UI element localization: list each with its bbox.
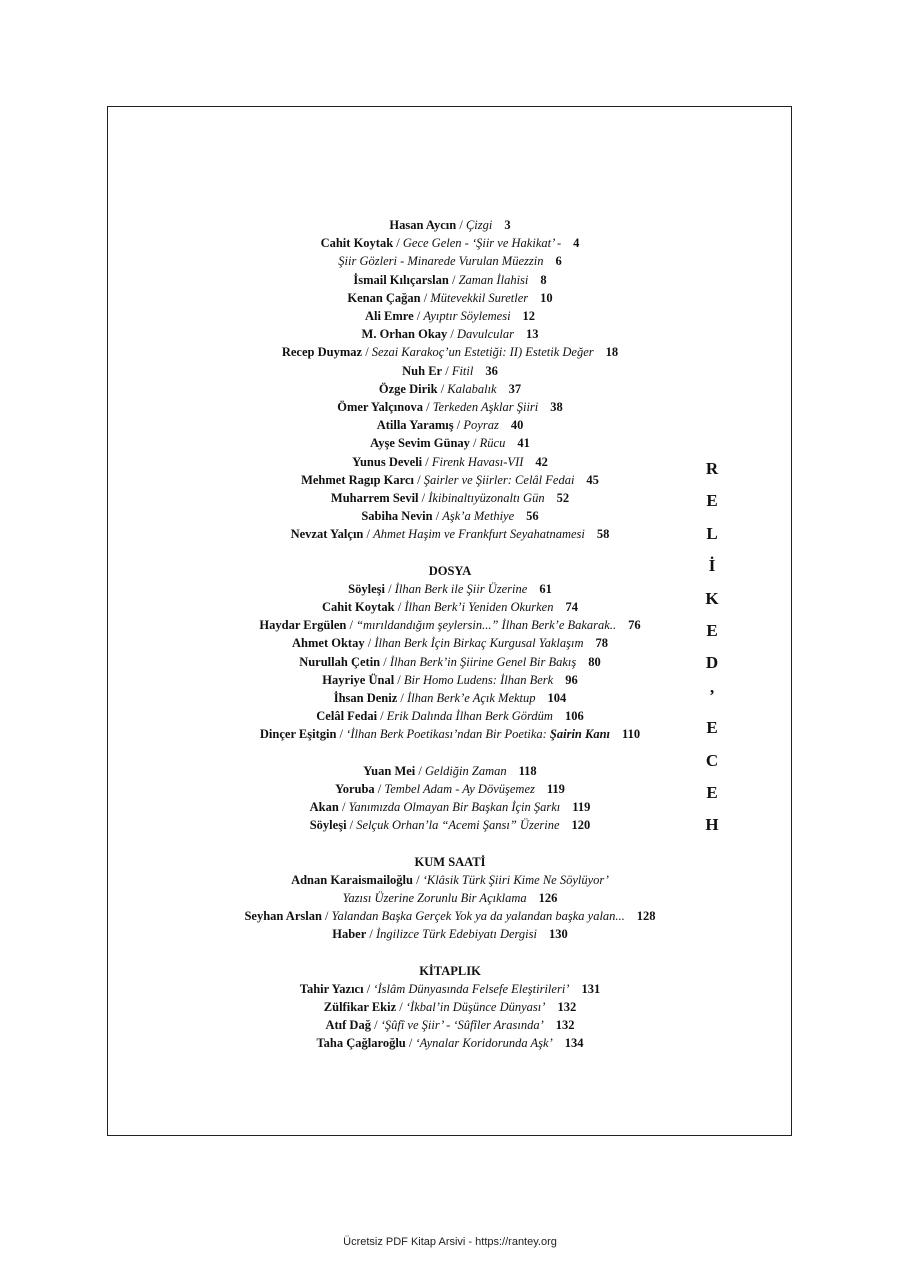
vertical-title-letter: C [705,750,719,770]
toc-entry: Yoruba / Tembel Adam - Ay Dövüşemez 119 [335,781,565,796]
vertical-title-letter: E [706,718,718,738]
toc-entry: Muharrem Sevil / İkibinaltıyüzonaltı Gün 52 [330,491,570,506]
vertical-title-letter: E [706,782,718,802]
vertical-title-letter: E [706,620,718,640]
toc-entry: Kenan Çağan / Mütevekkil Suretler 10 [347,290,553,305]
vertical-title [700,460,724,849]
toc-entry: Seyhan Arslan / Yalandan Başka Gerçek Yok ya da yalandan başka yalan... 128 [244,909,656,924]
toc-entry: Hasan Aycın / Çizgi 3 [389,218,511,232]
toc-entry: Özge Dirik / Kalabalık 37 [378,381,522,396]
toc-entry: Yazısı Üzerine Zorunlu Bir Açıklama 126 [342,890,558,905]
vertical-title-letter: H [705,815,719,835]
toc-entry: Söyleşi / Selçuk Orhan’la “Acemi Şansı” Üzerine 120 [309,818,591,833]
toc-entry: Ömer Yalçınova / Terkeden Aşklar Şiiri 38 [337,400,563,415]
toc-entry: Nurullah Çetin / İlhan Berk’in Şiirine Genel Bir Bakış 80 [299,654,601,669]
toc-entry: Haydar Ergülen / “mırıldandığım şeylersin...” İlhan Berk’e Bakarak.. 76 [259,618,641,633]
toc-entry: Yunus Develi / Firenk Havası-VII 42 [352,454,548,469]
vertical-title-letter: L [706,523,718,543]
footer-text: Ücretsiz PDF Kitap Arsivi - https://rantey.org [343,1236,557,1248]
toc-entry: Cahit Koytak / İlhan Berk’i Yeniden Okurken 74 [322,600,578,615]
vertical-title-letter: ’ [709,685,715,705]
toc-entry: Dinçer Eşitgin / ‘İlhan Berk Poetikası’ndan Bir Poetika: Şairin Kanı 110 [259,727,641,742]
toc-entry: Mehmet Ragıp Karcı / Şairler ve Şiirler: Celâl Fedai 45 [301,472,599,487]
toc-entry: Ali Emre / Ayıptır Söylemesi 12 [364,309,536,324]
toc-entry: İhsan Deniz / İlhan Berk’e Açık Mektup 104 [333,691,567,706]
toc-entry: Nuh Er / Fitil 36 [402,363,498,378]
vertical-title-letter: E [706,491,718,511]
toc-entry: Akan / Yanımızda Olmayan Bir Başkan İçin Şarkı 119 [309,800,591,815]
toc-entry: Cahit Koytak / Gece Gelen - ‘Şiir ve Hakikat’ - 4 [320,236,580,251]
toc-entry: Zülfikar Ekiz / ‘İkbal’in Düşünce Dünyası’ 132 [323,999,577,1014]
section-heading-kum-saati: KUM SAATİ [414,854,486,869]
toc-entry: Söyleşi / İlhan Berk ile Şiir Üzerine 61 [348,581,552,596]
vertical-title-letter: D [705,653,719,673]
toc-entry: Ahmet Oktay / İlhan Berk İçin Birkaç Kurgusal Yaklaşım 78 [292,636,608,651]
toc-entry: Atıf Dağ / ‘Şûfî ve Şiir’ - ‘Sûfîler Arasında’ 132 [325,1018,575,1033]
toc-entry: Şiir Gözleri - Minarede Vurulan Müezzin 6 [338,254,562,269]
toc-entry: Ayşe Sevim Günay / Rücu 41 [370,436,530,451]
toc-entry: Yuan Mei / Geldiğin Zaman 118 [363,763,537,778]
toc-entry: Hayriye Ünal / Bir Homo Ludens: İlhan Berk 96 [322,672,578,687]
toc-entry: M. Orhan Okay / Davulcular 13 [361,327,539,342]
table-of-contents [150,216,750,1053]
toc-entry: Sabiha Nevin / Aşk’a Methiye 56 [361,509,539,524]
toc-entry: Adnan Karaismailoğlu / ‘Klâsik Türk Şiiri Kime Ne Söylüyor’ [291,872,609,887]
toc-entry: Tahir Yazıcı / ‘İslâm Dünyasında Felsefe Eleştirileri’ 131 [299,981,601,996]
section-heading-dosya: DOSYA [428,563,472,578]
toc-entry: Nevzat Yalçın / Ahmet Haşim ve Frankfurt Seyahatnamesi 58 [290,527,610,542]
toc-entry: İsmail Kılıçarslan / Zaman İlahisi 8 [353,272,547,287]
vertical-title-letter: K [705,588,719,608]
toc-entry: Taha Çağlaroğlu / ‘Aynalar Koridorunda Aşk’ 134 [316,1036,584,1051]
toc-entry: Haber / İngilizce Türk Edebiyatı Dergisi 130 [332,927,568,942]
toc-entry: Atilla Yaramış / Poyraz 40 [376,418,524,433]
vertical-title-letter: R [705,459,719,478]
vertical-title-letter: İ [708,556,716,576]
section-heading-kitaplik: KİTAPLIK [419,963,481,978]
toc-entry: Recep Duymaz / Sezai Karakoç’un Estetiği: II) Estetik Değer 18 [281,345,619,360]
toc-entry: Celâl Fedai / Erik Dalında İlhan Berk Gördüm 106 [316,709,584,724]
